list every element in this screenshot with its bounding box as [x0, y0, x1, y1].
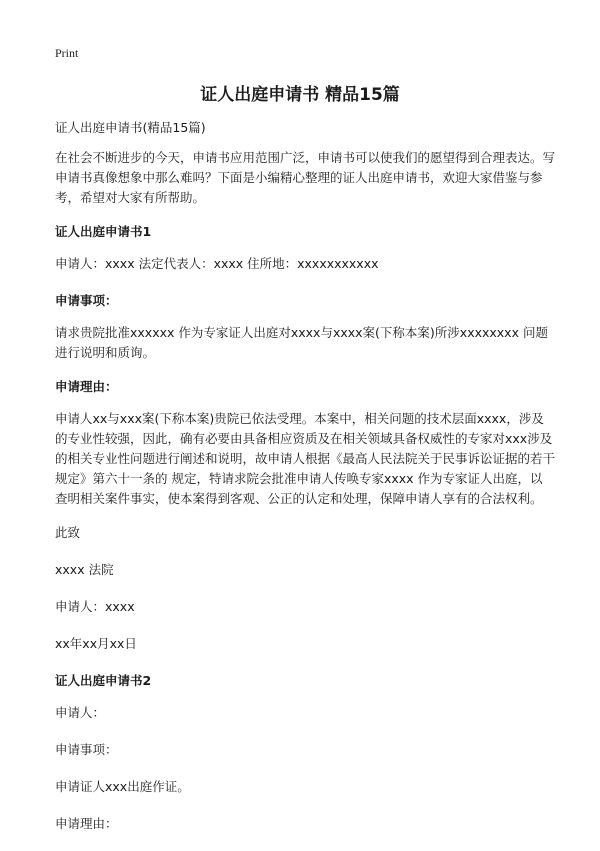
section2-applicant-line: 申请人： — [55, 705, 106, 720]
intro-paragraph: 在社会不断进步的今天，申请书应用范围广泛，申请书可以使我们的愿望得到合理表达。写申请书真像想象中那么难吗？下面是小编精心整理的证人出庭申请书，欢迎大家借鉴与参考，希望对大家有所帮助。 — [55, 150, 556, 205]
section1-salutation: 此致 — [55, 525, 81, 540]
section1-signature: 申请人：xxxx — [55, 599, 135, 614]
section2-heading: 证人出庭申请书2 — [55, 673, 152, 688]
section1-matters-heading: 申请事项： — [55, 293, 118, 308]
section2-reason-heading: 申请理由： — [55, 816, 118, 831]
section1-court: xxxx 法院 — [55, 562, 114, 577]
section1-heading: 证人出庭申请书1 — [55, 224, 152, 239]
section1-reason-heading: 申请理由： — [55, 379, 118, 394]
section2-matters-heading: 申请事项： — [55, 742, 118, 757]
document-subtitle: 证人出庭申请书(精品15篇) — [55, 120, 206, 135]
page-title: 证人出庭申请书 精品15篇 — [200, 85, 400, 105]
section1-date: xx年xx月xx日 — [55, 636, 137, 651]
section2-matters-text: 申请证人xxx出庭作证。 — [55, 779, 190, 794]
print-link[interactable]: Print — [55, 46, 79, 60]
section1-reason-text: 申请人xx与xxx案(下称本案)贵院已依法受理。本案中，相关问题的技术层面xxxx，涉及的专业性较强，因此，确有必要由具备相应资质及在相关领域具备权威性的专家对xxx涉及的相关专业性问题进行阐述和说明，故申请人根据《最高人民法院关于民事诉讼证据的若干规定》第六十一条的 规定，特请求院会批准申请人传唤专家xxxx 作为专家证人出庭，以查明相关案件事实，使本案得到客观、公正的认定和处理，保障申请人享有的合法权利。 — [55, 411, 556, 506]
section1-matters-text: 请求贵院批准xxxxxx 作为专家证人出庭对xxxx与xxxx案(下称本案)所涉xxxxxxxx 问题进行说明和质询。 — [55, 325, 548, 360]
document-body — [55, 118, 555, 851]
section1-applicant-line: 申请人：xxxx 法定代表人：xxxx 住所地：xxxxxxxxxxx — [55, 256, 379, 271]
